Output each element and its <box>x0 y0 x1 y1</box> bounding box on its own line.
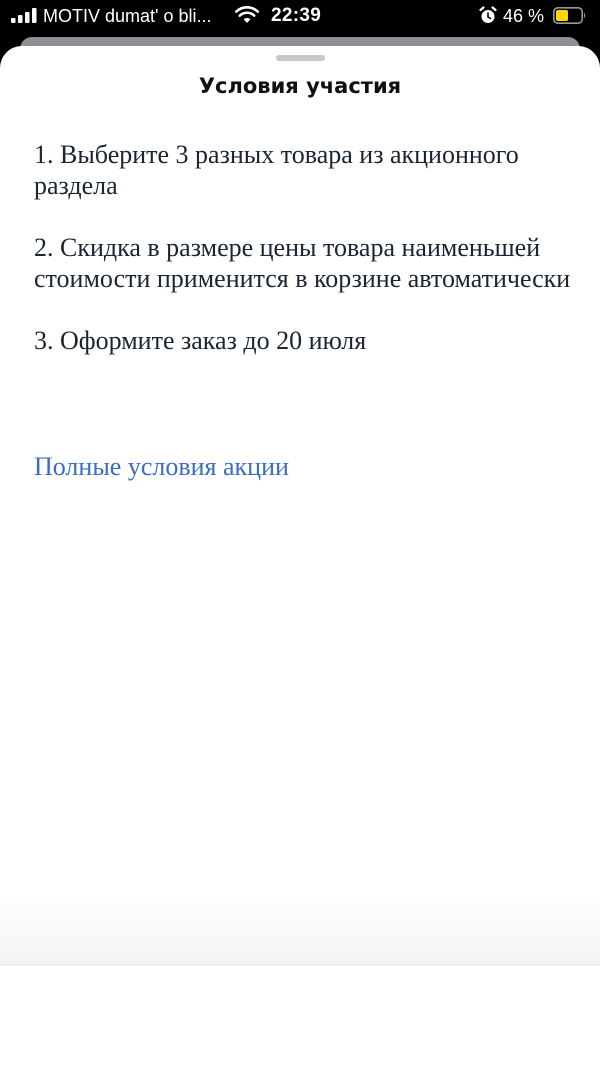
full-terms-link[interactable]: Полные условия акции <box>34 452 289 481</box>
battery-percent: 46 % <box>503 6 545 26</box>
alarm-icon <box>479 6 497 25</box>
clock: 22:39 <box>271 5 322 26</box>
conditions-list <box>34 139 574 387</box>
sheet-title: Условия участия <box>198 74 402 98</box>
status-bar <box>0 0 600 34</box>
sheet-grabber[interactable] <box>276 55 325 61</box>
bottom-divider <box>0 964 600 965</box>
condition-item: 2. Скидка в размере цены товара наименьшей стоимости применится в корзине автоматически <box>34 233 571 293</box>
condition-item: 1. Выберите 3 разных товара из акционного раздела <box>34 140 519 200</box>
condition-item: 3. Оформите заказ до 20 июля <box>34 326 367 355</box>
conditions-sheet <box>0 46 600 1066</box>
carrier-name: MOTIV dumat' o bli... <box>43 6 212 26</box>
wifi-icon <box>235 6 259 24</box>
battery-icon <box>553 7 587 24</box>
bottom-fade <box>0 894 600 966</box>
signal-icon <box>11 8 37 23</box>
